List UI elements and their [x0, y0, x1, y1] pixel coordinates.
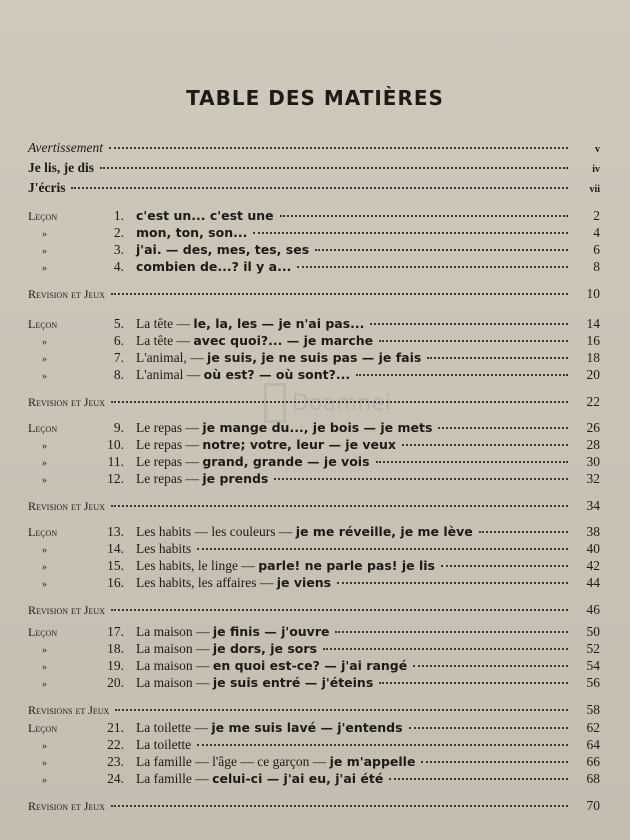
page-number: 50 [586, 624, 600, 639]
lesson-grammar: celui-ci — j'ai eu, j'ai été [212, 771, 384, 786]
lesson-label: » [42, 337, 47, 348]
lesson-number: 7. [113, 350, 124, 365]
page-number: 14 [586, 316, 600, 331]
page-number: 28 [586, 437, 600, 452]
lesson-title [136, 225, 247, 241]
front-matter-title: Je lis, je dis [28, 160, 94, 175]
lesson-grammar: combien de...? il y a... [136, 259, 292, 274]
lesson-grammar: en quoi est-ce? — j'ai rangé [212, 658, 408, 673]
lesson-title [136, 242, 309, 258]
lesson-label: » [42, 562, 47, 573]
lesson-title [136, 367, 350, 383]
lesson-title [136, 350, 421, 366]
lesson-row[interactable] [28, 367, 600, 385]
lesson-topic: La tête — [136, 333, 194, 348]
watermark-text: Doamnei [292, 390, 391, 416]
lesson-row[interactable] [28, 208, 600, 226]
lesson-label: Leçon [28, 421, 58, 435]
revision-row[interactable] [28, 498, 600, 516]
lesson-title [136, 558, 435, 574]
lesson-number: 16. [107, 575, 124, 590]
lesson-title [136, 771, 383, 787]
lesson-label: » [42, 475, 47, 486]
dot-leader [409, 727, 568, 729]
lesson-title [136, 575, 331, 591]
lesson-grammar: c'est un... c'est une [136, 208, 274, 223]
lesson-title [136, 737, 191, 753]
lesson-grammar: avec quoi?... — je marche [193, 333, 374, 348]
lesson-number: 15. [107, 558, 124, 573]
lesson-row[interactable] [28, 575, 600, 593]
lesson-topic: Les habits, le linge — [136, 558, 259, 573]
page-number: 62 [586, 720, 600, 735]
page-number: 26 [586, 420, 600, 435]
lesson-topic: Le repas — [136, 454, 203, 469]
lesson-number: 3. [113, 242, 124, 257]
lesson-grammar: j'ai. — des, mes, tes, ses [136, 242, 310, 257]
revision-title: Revision et Jeux [28, 499, 105, 513]
lesson-title [136, 333, 373, 349]
lesson-row[interactable] [28, 524, 600, 542]
lesson-grammar: je suis, je ne suis pas — je fais [207, 350, 422, 365]
revision-row[interactable] [28, 286, 600, 304]
dot-leader [379, 340, 568, 342]
lesson-grammar: le, la, les — je n'ai pas... [193, 316, 365, 331]
dot-leader [323, 648, 568, 650]
lesson-title [136, 420, 432, 436]
lesson-row[interactable] [28, 242, 600, 260]
lesson-label: Leçon [28, 209, 58, 223]
lesson-label: » [42, 441, 47, 452]
lesson-label: » [42, 229, 47, 240]
lesson-number: 24. [107, 771, 124, 786]
lesson-title [136, 720, 403, 736]
lesson-row[interactable] [28, 333, 600, 351]
page-number: 54 [586, 658, 600, 673]
lesson-title [136, 754, 415, 770]
lesson-number: 8. [113, 367, 124, 382]
page-number: 20 [586, 367, 600, 382]
revision-title: Revisions et Jeux [28, 703, 110, 717]
lesson-number: 19. [107, 658, 124, 673]
lesson-topic: La maison — [136, 658, 213, 673]
page-number: iv [592, 164, 600, 175]
lesson-row[interactable] [28, 658, 600, 676]
lesson-row[interactable] [28, 420, 600, 438]
lesson-row[interactable] [28, 541, 600, 559]
lesson-number: 11. [107, 454, 124, 469]
dot-leader [253, 232, 568, 234]
front-matter-item[interactable] [28, 180, 600, 198]
dot-leader [297, 266, 568, 268]
lesson-grammar: je m'appelle [329, 754, 416, 769]
lesson-number: 2. [113, 225, 124, 240]
lesson-number: 23. [107, 754, 124, 769]
dot-leader [421, 761, 568, 763]
lesson-number: 14. [107, 541, 124, 556]
lesson-row[interactable] [28, 675, 600, 693]
dot-leader [370, 323, 568, 325]
dot-leader [111, 293, 568, 295]
lesson-topic: La maison — [136, 624, 213, 639]
lesson-number: 12. [107, 471, 124, 486]
lesson-grammar: où est? — où sont?... [203, 367, 351, 382]
page-number: 42 [586, 558, 600, 573]
lesson-grammar: je me réveille, je me lève [295, 524, 473, 539]
dot-leader [115, 709, 568, 711]
lesson-topic: Les habits [136, 541, 192, 556]
lesson-number: 10. [107, 437, 124, 452]
page-number: 32 [586, 471, 600, 486]
lesson-topic: La toilette — [136, 720, 212, 735]
dot-leader [280, 215, 568, 217]
lesson-number: 20. [107, 675, 124, 690]
revision-title: Revision et Jeux [28, 395, 105, 409]
lesson-label: » [42, 371, 47, 382]
dot-leader [441, 565, 568, 567]
lesson-grammar: je prends [202, 471, 269, 486]
page-number: 68 [586, 771, 600, 786]
lesson-row[interactable] [28, 259, 600, 277]
lesson-title [136, 524, 473, 540]
page-number: 16 [586, 333, 600, 348]
lesson-row[interactable] [28, 558, 600, 576]
lesson-number: 6. [113, 333, 124, 348]
dot-leader [109, 147, 568, 149]
lesson-row[interactable] [28, 771, 600, 789]
lesson-topic: La famille — l'âge — ce garçon — [136, 754, 330, 769]
lesson-label: » [42, 645, 47, 656]
lesson-label: Leçon [28, 317, 58, 331]
lesson-title [136, 541, 191, 557]
lesson-label: » [42, 679, 47, 690]
lesson-row[interactable] [28, 437, 600, 455]
revision-row[interactable] [28, 798, 600, 816]
dot-leader [427, 357, 568, 359]
revision-title: Revision et Jeux [28, 603, 105, 617]
front-matter-title: Avertissement [28, 140, 103, 155]
lesson-title [136, 259, 291, 275]
lesson-topic: L'animal, — [136, 350, 208, 365]
page-number: 30 [586, 454, 600, 469]
dot-leader [315, 249, 568, 251]
page-number: 52 [586, 641, 600, 656]
dot-leader [337, 582, 568, 584]
lesson-label: » [42, 741, 47, 752]
lesson-row[interactable] [28, 225, 600, 243]
lesson-topic: La toilette [136, 737, 192, 752]
lesson-number: 5. [113, 316, 124, 331]
page-number: 8 [593, 259, 600, 274]
lesson-grammar: je mange du..., je bois — je mets [202, 420, 433, 435]
lesson-number: 1. [113, 208, 124, 223]
page-title: TABLE DES MATIÈRES [186, 86, 444, 110]
dot-leader [376, 461, 568, 463]
lesson-row[interactable] [28, 641, 600, 659]
lesson-grammar: je me suis lavé — j'entends [211, 720, 403, 735]
lesson-grammar: je finis — j'ouvre [212, 624, 330, 639]
lesson-label: » [42, 758, 47, 769]
lesson-row[interactable] [28, 720, 600, 738]
lesson-title [136, 658, 407, 674]
lesson-number: 22. [107, 737, 124, 752]
dot-leader [379, 682, 568, 684]
lesson-number: 13. [107, 524, 124, 539]
lesson-number: 21. [107, 720, 124, 735]
front-matter-title: J'écris [28, 180, 66, 195]
dot-leader [111, 609, 568, 611]
lesson-row[interactable] [28, 754, 600, 772]
lesson-topic: La maison — [136, 675, 213, 690]
dot-leader [389, 778, 568, 780]
page-number: 70 [586, 798, 600, 813]
lesson-topic: Les habits, les affaires — [136, 575, 277, 590]
page-number: 58 [586, 702, 600, 717]
lesson-grammar: je suis entré — j'éteins [212, 675, 374, 690]
page-number: 56 [586, 675, 600, 690]
page-number: 66 [586, 754, 600, 769]
lesson-title [136, 437, 396, 453]
page-number: 6 [593, 242, 600, 257]
page-number: 4 [593, 225, 600, 240]
lesson-label: » [42, 545, 47, 556]
dot-leader [413, 665, 568, 667]
revision-title: Revision et Jeux [28, 799, 105, 813]
lesson-grammar: grand, grande — je vois [202, 454, 370, 469]
page-number: 38 [586, 524, 600, 539]
dot-leader [111, 505, 568, 507]
dot-leader [71, 187, 568, 189]
page-number: 34 [586, 498, 600, 513]
dot-leader [438, 427, 568, 429]
lesson-topic: La maison — [136, 641, 213, 656]
revision-row[interactable] [28, 702, 600, 720]
lesson-grammar: parle! ne parle pas! je lis [258, 558, 435, 573]
lesson-title [136, 675, 373, 691]
dot-leader [274, 478, 568, 480]
lesson-grammar: je dors, je sors [212, 641, 317, 656]
lesson-topic: La tête — [136, 316, 194, 331]
lesson-label: » [42, 579, 47, 590]
lesson-number: 18. [107, 641, 124, 656]
lesson-topic: La famille — [136, 771, 213, 786]
dot-leader [479, 531, 568, 533]
lesson-label: Leçon [28, 625, 58, 639]
lesson-number: 9. [113, 420, 124, 435]
lesson-row[interactable] [28, 454, 600, 472]
dot-leader [111, 805, 568, 807]
page-number: vii [589, 184, 600, 195]
dot-leader [100, 167, 568, 169]
lesson-number: 4. [113, 259, 124, 274]
lesson-title [136, 624, 329, 640]
lesson-grammar: notre; votre, leur — je veux [202, 437, 396, 452]
page-number: 44 [586, 575, 600, 590]
lesson-label: » [42, 458, 47, 469]
page-number: 2 [593, 208, 600, 223]
lesson-grammar: je viens [276, 575, 332, 590]
lesson-title [136, 471, 268, 487]
lesson-title [136, 316, 364, 332]
lesson-topic: Le repas — [136, 420, 203, 435]
dot-leader [197, 548, 568, 550]
lesson-title [136, 641, 317, 657]
page-number: 40 [586, 541, 600, 556]
lesson-label: » [42, 263, 47, 274]
dot-leader [356, 374, 568, 376]
lesson-label: » [42, 354, 47, 365]
lesson-label: Leçon [28, 721, 58, 735]
lesson-title [136, 208, 274, 224]
lesson-topic: Le repas — [136, 437, 203, 452]
revision-row[interactable] [28, 602, 600, 620]
dot-leader [111, 401, 568, 403]
page-number: 18 [586, 350, 600, 365]
revision-row[interactable] [28, 394, 600, 412]
lesson-label: » [42, 246, 47, 257]
lesson-topic: L'animal — [136, 367, 204, 382]
dot-leader [335, 631, 568, 633]
lesson-label: Leçon [28, 525, 58, 539]
page-number: 10 [586, 286, 600, 301]
front-matter-item[interactable] [28, 140, 600, 158]
lesson-label: » [42, 775, 47, 786]
front-matter-item[interactable] [28, 160, 600, 178]
lesson-row[interactable] [28, 471, 600, 489]
page-number: 46 [586, 602, 600, 617]
lesson-number: 17. [107, 624, 124, 639]
dot-leader [402, 444, 568, 446]
lesson-topic: Les habits — les couleurs — [136, 524, 296, 539]
lesson-topic: Le repas — [136, 471, 203, 486]
lesson-label: » [42, 662, 47, 673]
lesson-title [136, 454, 370, 470]
lesson-row[interactable] [28, 350, 600, 368]
lesson-row[interactable] [28, 624, 600, 642]
lesson-grammar: mon, ton, son... [136, 225, 248, 240]
lesson-row[interactable] [28, 737, 600, 755]
page-number: v [595, 144, 600, 155]
dot-leader [197, 744, 568, 746]
revision-title: Revision et Jeux [28, 287, 105, 301]
page-number: 64 [586, 737, 600, 752]
lesson-row[interactable] [28, 316, 600, 334]
page-number: 22 [586, 394, 600, 409]
